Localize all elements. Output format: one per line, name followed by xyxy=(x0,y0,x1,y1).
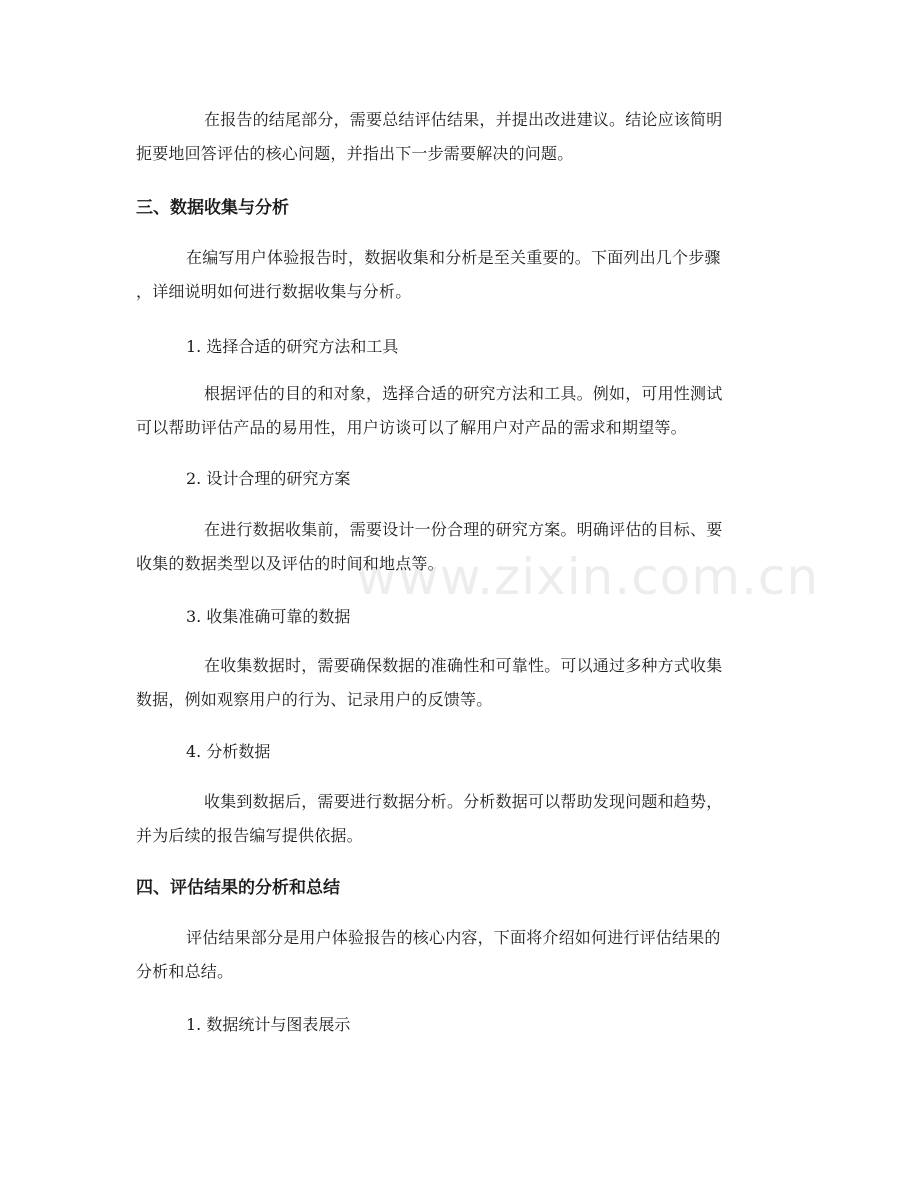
paragraph-line: 在收集数据时，需要确保数据的准确性和可靠性。可以通过多种方式收集 xyxy=(204,656,723,675)
paragraph-line: 数据，例如观察用户的行为、记录用户的反馈等。 xyxy=(136,690,493,709)
list-item-step-2: 2. 设计合理的研究方案 xyxy=(186,469,351,488)
paragraph-step-3 xyxy=(0,649,920,717)
paragraph-line: 在进行数据收集前，需要设计一份合理的研究方案。明确评估的目标、要 xyxy=(204,520,723,539)
paragraph-line: 扼要地回答评估的核心问题，并指出下一步需要解决的问题。 xyxy=(136,144,574,163)
section-heading-data-collection: 三、数据收集与分析 xyxy=(136,198,289,218)
paragraph-line: 可以帮助评估产品的易用性，用户访谈可以了解用户对产品的需求和期望等。 xyxy=(136,418,687,437)
paragraph-line: 并为后续的报告编写提供依据。 xyxy=(136,826,363,845)
list-item-step-3: 3. 收集准确可靠的数据 xyxy=(186,607,351,626)
list-item-step-4: 4. 分析数据 xyxy=(186,742,271,761)
paragraph-results-intro xyxy=(0,921,920,989)
paragraph-step-1 xyxy=(0,377,920,445)
list-item-statistics: 1. 数据统计与图表展示 xyxy=(186,1015,351,1034)
paragraph-line: 收集的数据类型以及评估的时间和地点等。 xyxy=(136,554,444,573)
paragraph-line: 收集到数据后，需要进行数据分析。分析数据可以帮助发现问题和趋势， xyxy=(204,792,723,811)
section-heading-results-analysis: 四、评估结果的分析和总结 xyxy=(136,878,340,898)
paragraph-line: 根据评估的目的和对象，选择合适的研究方法和工具。例如，可用性测试 xyxy=(204,384,723,403)
watermark-text: www.zixin.com.cn xyxy=(356,548,820,606)
paragraph-data-collection-intro xyxy=(0,241,920,309)
paragraph-line: 分析和总结。 xyxy=(136,962,234,981)
paragraph-step-2 xyxy=(0,513,920,581)
paragraph-step-4 xyxy=(0,785,920,853)
paragraph-line: 在编写用户体验报告时，数据收集和分析是至关重要的。下面列出几个步骤 xyxy=(186,248,721,267)
list-item-step-1: 1. 选择合适的研究方法和工具 xyxy=(186,337,399,356)
paragraph-line: ，详细说明如何进行数据收集与分析。 xyxy=(136,282,412,301)
paragraph-line: 评估结果部分是用户体验报告的核心内容，下面将介绍如何进行评估结果的 xyxy=(186,928,721,947)
paragraph-line: 在报告的结尾部分，需要总结评估结果，并提出改进建议。结论应该简明 xyxy=(204,110,723,129)
paragraph-conclusion xyxy=(0,103,920,171)
